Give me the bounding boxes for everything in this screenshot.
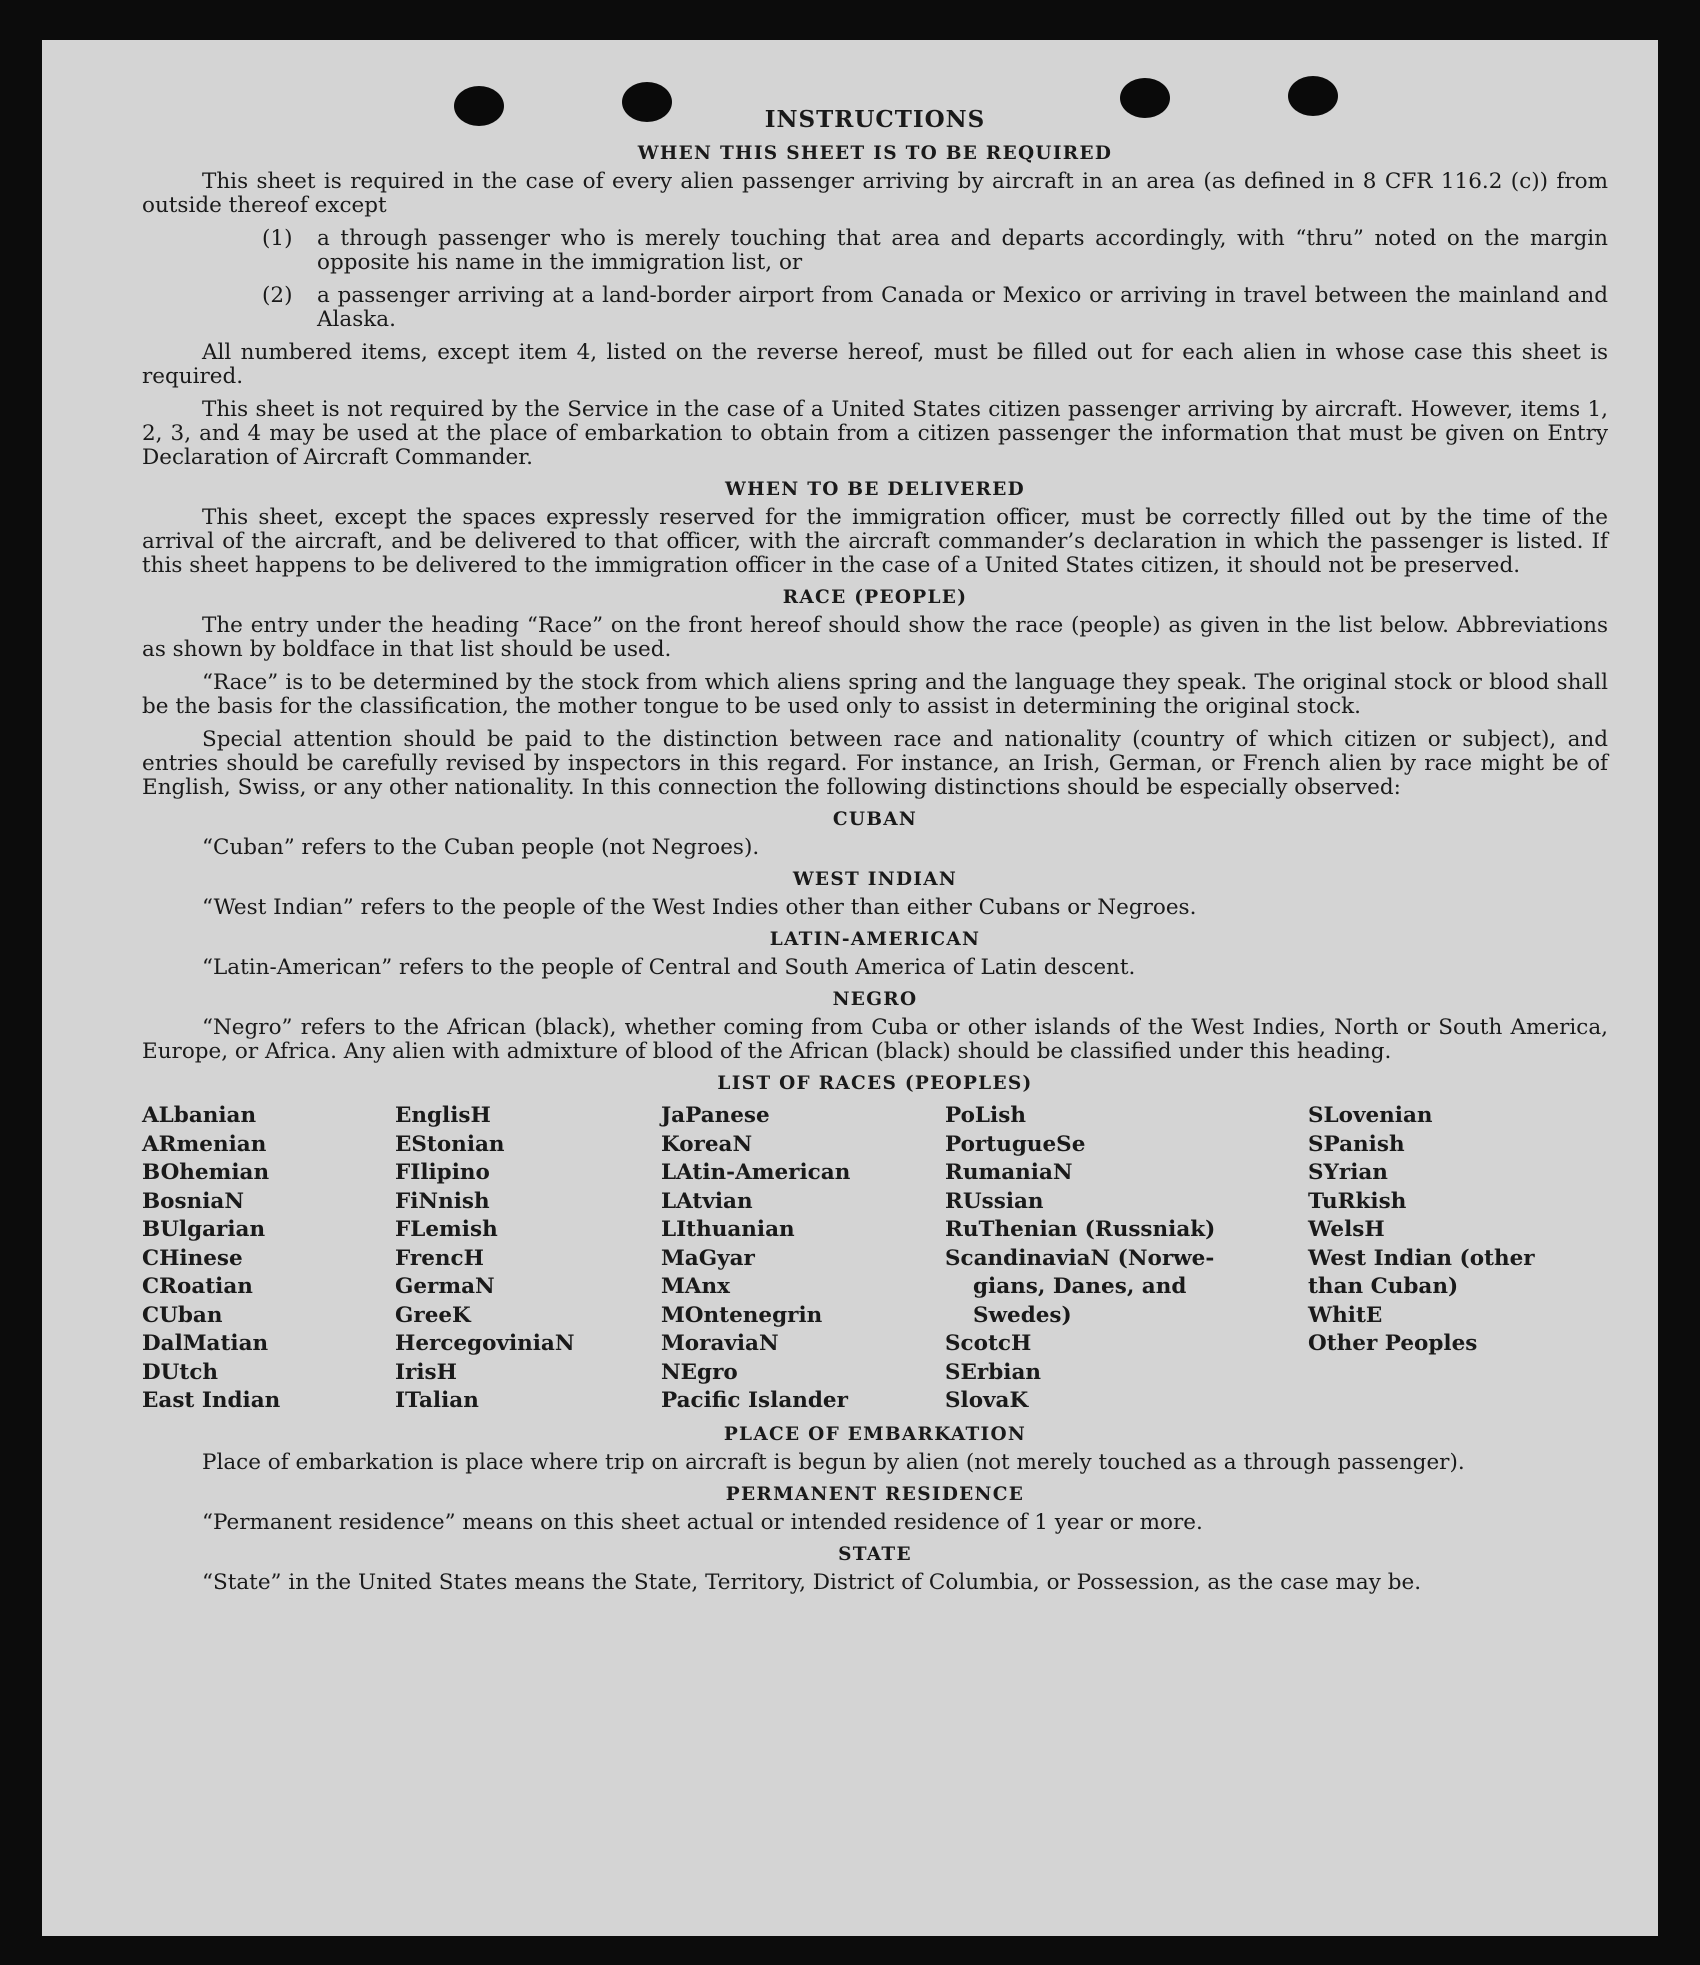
definition-heading-latin-american: LATIN-AMERICAN bbox=[769, 929, 981, 950]
races-list-heading: LIST OF RACES (PEOPLES) bbox=[717, 1073, 1033, 1094]
embarkation-paragraph: Place of embarkation is place where trip on aircraft is begun by alien (not merely touched as a through passenger). bbox=[202, 1449, 1465, 1475]
race-entry: WhitE bbox=[1308, 1302, 1383, 1328]
races-column-2 bbox=[395, 1102, 661, 1416]
race-paragraph: Special attention should be paid to the distinction between race and nationality (country of which citizen or subject), and entries should be carefully revised by inspectors in this regard. For instance, an Irish, German, or French alien by race might be of English, Swiss, or any other nationality. In this connection the following distinctions should be especially observed: bbox=[142, 727, 1608, 800]
race-entry-continued: than Cuban) bbox=[1308, 1274, 1459, 1299]
race-entry: RUssian bbox=[945, 1188, 1044, 1214]
race-entry: SYrian bbox=[1308, 1160, 1388, 1185]
race-entry: LAtin-American bbox=[661, 1160, 851, 1185]
race-entry: NEgro bbox=[661, 1359, 738, 1385]
definition-heading-cuban: CUBAN bbox=[832, 809, 918, 830]
section-heading-race: RACE (PEOPLE) bbox=[782, 587, 968, 608]
races-column-1 bbox=[142, 1102, 395, 1416]
definition-heading-negro: NEGRO bbox=[832, 989, 918, 1010]
race-entry: PoLish bbox=[945, 1103, 1026, 1128]
definition-cuban: “Cuban” refers to the Cuban people (not Negroes). bbox=[202, 835, 760, 860]
race-entry: PortugueSe bbox=[945, 1131, 1086, 1157]
race-entry: West Indian (other bbox=[1308, 1245, 1535, 1271]
race-entry: FrencH bbox=[395, 1245, 484, 1271]
race-entry: HercegoviniaN bbox=[395, 1331, 575, 1356]
section-heading-residence: PERMANENT RESIDENCE bbox=[725, 1483, 1025, 1505]
race-entry: SLovenian bbox=[1308, 1103, 1433, 1128]
race-entry: FLemish bbox=[395, 1217, 498, 1242]
race-entry: CHinese bbox=[142, 1245, 243, 1271]
race-entry: MOntenegrin bbox=[661, 1302, 823, 1328]
definition-heading-west-indian: WEST INDIAN bbox=[792, 869, 958, 890]
section-heading-delivered: WHEN TO BE DELIVERED bbox=[725, 479, 1025, 500]
race-paragraph: The entry under the heading “Race” on the front hereof should show the race (people) as given in the list below. Abbreviations as shown by boldface in that list should be used. bbox=[142, 613, 1608, 662]
races-column-3 bbox=[661, 1102, 945, 1416]
race-entry: KoreaN bbox=[661, 1131, 753, 1157]
race-entry: East Indian bbox=[142, 1388, 281, 1413]
race-entry: SErbian bbox=[945, 1359, 1042, 1385]
race-paragraph: “Race” is to be determined by the stock from which aliens spring and the language they speak. The original stock or blood shall be the basis for the classification, the mother tongue to be used only to assist in determining the original stock. bbox=[142, 670, 1608, 719]
race-entry: CUban bbox=[142, 1302, 223, 1328]
race-entry: MaGyar bbox=[661, 1245, 755, 1271]
exception-text: a through passenger who is merely touching that area and departs accordingly, with “thru” noted on the margin opposite his name in the immigration list, or bbox=[317, 226, 1608, 275]
race-entry-continued: Swedes) bbox=[973, 1302, 1072, 1328]
exception-number: (1) bbox=[262, 226, 293, 251]
race-entry: EStonian bbox=[395, 1131, 505, 1157]
race-entry: CRoatian bbox=[142, 1274, 253, 1299]
race-entry: ScandinaviaN (Norwe- bbox=[945, 1245, 1215, 1271]
state-paragraph: “State” in the United States means the State, Territory, District of Columbia, or Possession, as the case may be. bbox=[202, 1569, 1422, 1595]
page-title: INSTRUCTIONS bbox=[764, 106, 986, 133]
race-entry: Other Peoples bbox=[1308, 1331, 1478, 1356]
race-entry: ITalian bbox=[395, 1388, 479, 1413]
race-entry: ARmenian bbox=[142, 1131, 267, 1157]
race-entry: DalMatian bbox=[142, 1331, 269, 1356]
races-list bbox=[142, 1102, 1608, 1416]
race-entry: GreeK bbox=[395, 1302, 471, 1328]
race-entry: EnglisH bbox=[395, 1103, 491, 1128]
required-intro: This sheet is required in the case of every alien passenger arriving by aircraft in an area (as defined in 8 CFR 116.2 (c)) from outside thereof except bbox=[142, 169, 1608, 218]
races-column-4 bbox=[945, 1102, 1308, 1416]
race-entry: DUtch bbox=[142, 1359, 219, 1385]
exception-item bbox=[142, 284, 1608, 332]
race-entry: MoraviaN bbox=[661, 1331, 779, 1356]
instructions-content bbox=[142, 106, 1608, 1604]
definition-west-indian: “West Indian” refers to the people of the West Indies other than either Cubans or Negroes. bbox=[202, 895, 1197, 920]
race-entry: Pacific Islander bbox=[661, 1388, 848, 1413]
race-entry: JaPanese bbox=[661, 1103, 770, 1128]
definition-negro: “Negro” refers to the African (black), whether coming from Cuba or other islands of the West Indies, North or South America, Europe, or Africa. Any alien with admixture of blood of the African (black) should be classified under this heading. bbox=[142, 1015, 1608, 1064]
exception-number: (2) bbox=[262, 283, 293, 308]
residence-paragraph: “Permanent residence” means on this sheet actual or intended residence of 1 year or more. bbox=[202, 1509, 1203, 1535]
race-entry: MAnx bbox=[661, 1274, 730, 1299]
race-entry: SlovaK bbox=[945, 1388, 1029, 1413]
citizen-paragraph: This sheet is not required by the Service in the case of a United States citizen passenger arriving by aircraft. However, items 1, 2, 3, and 4 may be used at the place of embarkation to obtain from a citizen passenger the information that must be given on Entry Declaration of Aircraft Commander. bbox=[142, 397, 1608, 470]
race-entry: BUlgarian bbox=[142, 1217, 266, 1242]
race-entry: TuRkish bbox=[1308, 1188, 1407, 1214]
exception-item bbox=[142, 227, 1608, 275]
race-entry: ALbanian bbox=[142, 1103, 257, 1128]
race-entry: SPanish bbox=[1308, 1131, 1405, 1157]
delivered-paragraph: This sheet, except the spaces expressly reserved for the immigration officer, must be correctly filled out by the time of the arrival of the aircraft, and be delivered to that officer, with the aircraft commander’s declaration in which the passenger is listed. If this sheet happens to be delivered to the immigration officer in the case of a United States citizen, it should not be preserved. bbox=[142, 505, 1608, 578]
race-entry-continued: gians, Danes, and bbox=[973, 1274, 1187, 1299]
race-entry: RumaniaN bbox=[945, 1160, 1073, 1185]
definition-latin-american: “Latin-American” refers to the people of Central and South America of Latin descent. bbox=[202, 955, 1136, 980]
section-heading-required: WHEN THIS SHEET IS TO BE REQUIRED bbox=[637, 143, 1113, 164]
exception-text: a passenger arriving at a land-border airport from Canada or Mexico or arriving in travel between the mainland and Alaska. bbox=[317, 283, 1608, 332]
race-entry: LIthuanian bbox=[661, 1217, 795, 1242]
race-entry: BosniaN bbox=[142, 1188, 244, 1214]
race-entry: RuThenian (Russniak) bbox=[945, 1217, 1216, 1242]
numbered-items-paragraph: All numbered items, except item 4, listed on the reverse hereof, must be filled out for each alien in whose case this sheet is required. bbox=[142, 340, 1608, 389]
race-entry: GermaN bbox=[395, 1274, 495, 1299]
race-entry: FIlipino bbox=[395, 1160, 490, 1185]
race-entry: ScotcH bbox=[945, 1331, 1032, 1356]
race-entry: FiNnish bbox=[395, 1188, 490, 1214]
document-sheet bbox=[42, 40, 1658, 1936]
race-entry: LAtvian bbox=[661, 1188, 753, 1214]
races-column-5 bbox=[1308, 1102, 1598, 1416]
section-heading-state: STATE bbox=[838, 1543, 912, 1565]
race-entry: IrisH bbox=[395, 1359, 457, 1385]
race-entry: BOhemian bbox=[142, 1160, 270, 1185]
race-entry: WelsH bbox=[1308, 1217, 1385, 1242]
section-heading-embarkation: PLACE OF EMBARKATION bbox=[723, 1423, 1027, 1445]
